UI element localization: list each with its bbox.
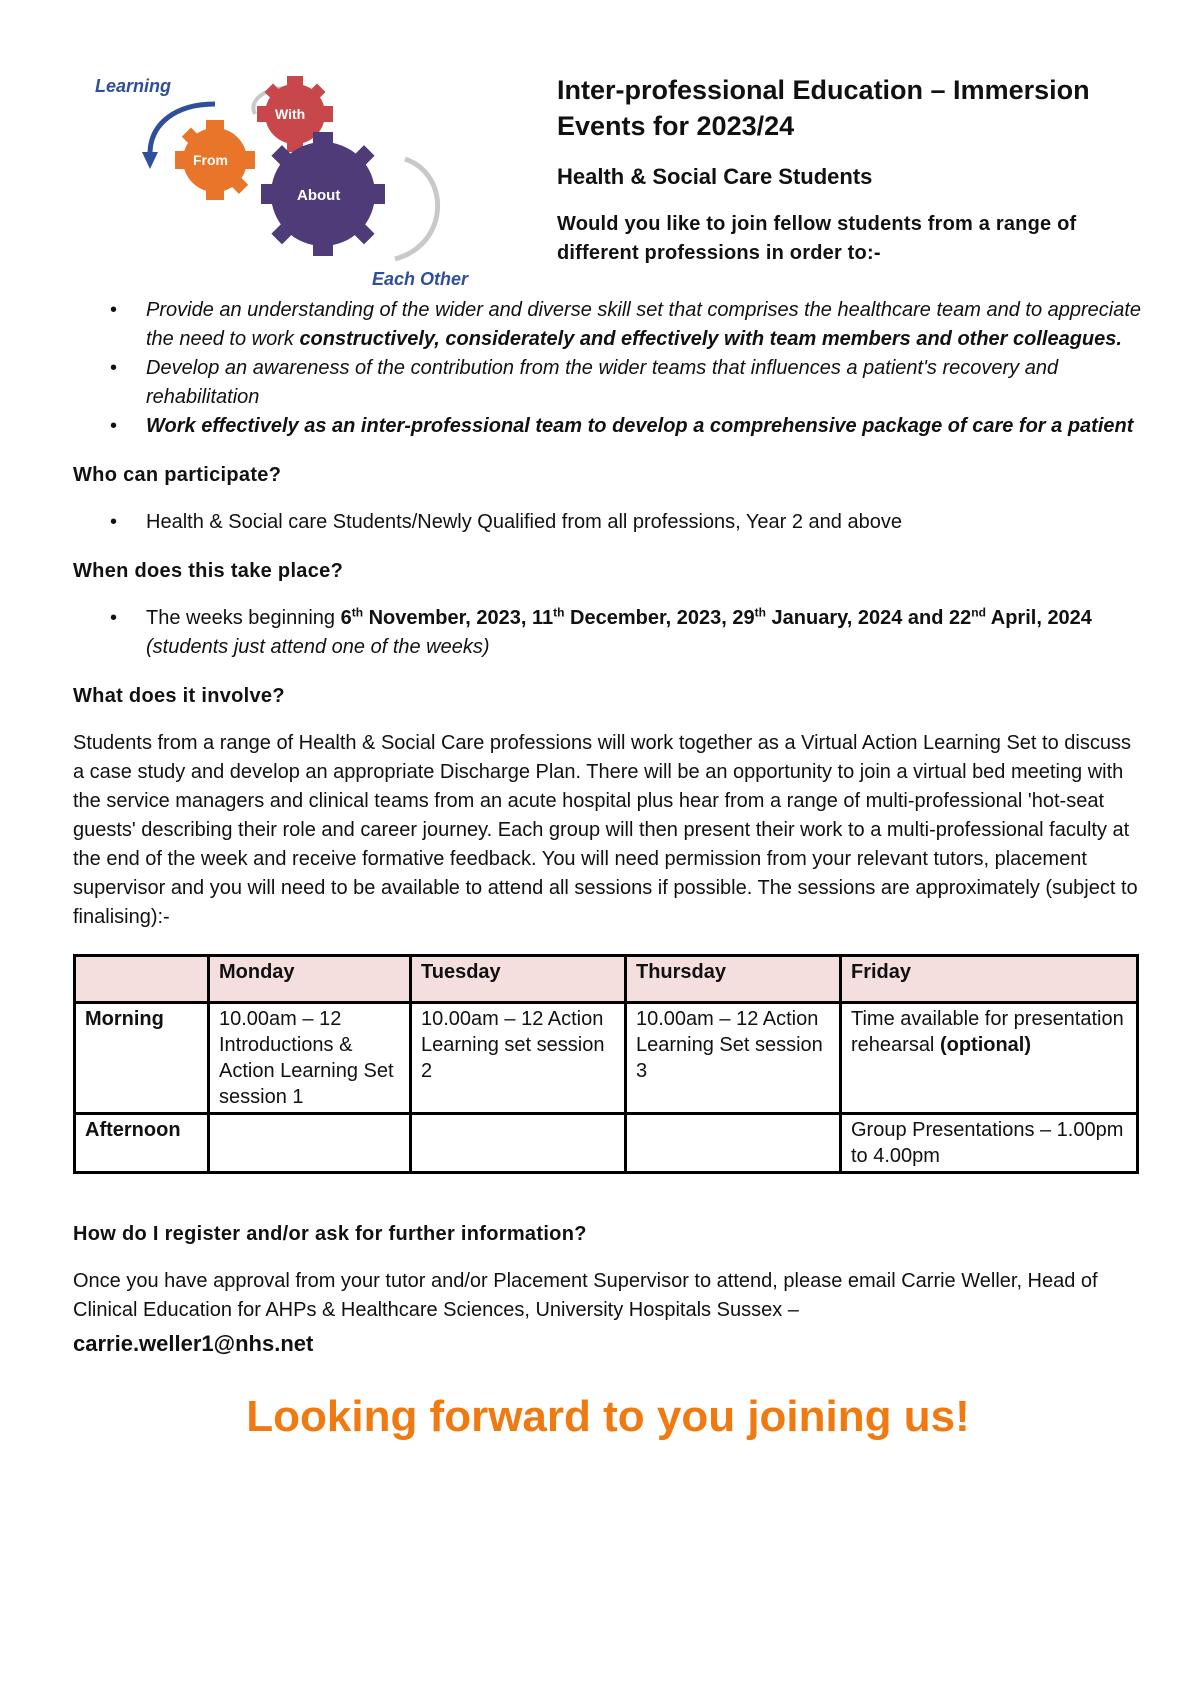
header-cell-tuesday: Tuesday: [411, 956, 626, 1003]
bullet-icon: •: [110, 607, 118, 629]
objectives-list: [73, 296, 1143, 441]
involve-heading: What does it involve?: [73, 685, 285, 707]
bullet-icon: •: [110, 415, 118, 437]
list-item: [73, 354, 1143, 412]
cell-tuesday-afternoon: [411, 1114, 626, 1173]
document-body: [73, 296, 1143, 1441]
cell-friday-morning: [841, 1003, 1138, 1114]
row-label-morning: Morning: [75, 1003, 209, 1114]
friday-morning-text: Time available for presentation rehearsal: [851, 1008, 1124, 1056]
document-subtitle: Health & Social Care Students: [557, 164, 873, 189]
cell-thursday-afternoon: [626, 1114, 841, 1173]
header: [557, 72, 1147, 268]
objective-1-text: Provide an understanding of the wider and diverse skill set that comprises the healthcare team and to appreciate the need to work: [146, 299, 1142, 350]
when-note: (students just attend one of the weeks): [146, 636, 490, 658]
cell-monday-afternoon: [209, 1114, 411, 1173]
register-text: Once you have approval from your tutor and/or Placement Supervisor to attend, please email Carrie Weller, Head of Clinical Education for AHPs & Healthcare Sciences, University Hospitals Sussex –: [73, 1270, 1098, 1321]
header-cell-empty: [75, 956, 209, 1003]
row-label-afternoon: Afternoon: [75, 1114, 209, 1173]
schedule-table: [73, 954, 1139, 1174]
involve-paragraph: Students from a range of Health & Social Care professions will work together as a Virtual Action Learning Set to discuss a case study and develop an appropriate Discharge Plan. There will be an opportunity to join a virtual bed meeting with the service managers and clinical teams from an acute hospital plus hear from a range of multi-professional 'hot-seat guests' describing their role and career journey. Each group will then present their work to a multi-professional faculty at the end of the week and receive formative feedback. You will need permission from your relevant tutors, placement supervisor and you will need to be available to attend all sessions if possible. The sessions are approximately (subject to finalising):-: [73, 732, 1138, 928]
learning-together-logo: [95, 74, 515, 289]
when-date-1-sup: th: [351, 605, 364, 620]
who-heading: Who can participate?: [73, 464, 282, 486]
when-date-1: 6: [340, 607, 352, 629]
objective-3-text: Work effectively as an inter-professional team to develop a comprehensive package of care for a patient: [146, 415, 1134, 437]
table-header-row: [75, 956, 1138, 1003]
objective-1-bold: constructively, considerately and effectively with team members and other colleagues.: [299, 328, 1122, 350]
when-prefix: The weeks beginning: [146, 607, 341, 629]
list-item: [73, 412, 1143, 441]
learning-label: Learning: [95, 76, 172, 96]
register-heading: How do I register and/or ask for further information?: [73, 1223, 587, 1245]
gears-graphic: [95, 74, 515, 289]
bullet-icon: •: [110, 299, 118, 321]
table-row: [75, 1003, 1138, 1114]
contact-email-link[interactable]: carrie.weller1@nhs.net: [73, 1331, 314, 1356]
when-date-3-sup: th: [754, 605, 766, 620]
when-heading: When does this take place?: [73, 560, 344, 582]
arrow-head-icon: [142, 152, 158, 169]
bullet-icon: •: [110, 511, 118, 533]
document-title: Inter-professional Education – Immersion Events for 2023/24: [557, 75, 1090, 141]
list-item: [73, 604, 1143, 662]
list-item: [73, 296, 1143, 354]
cell-friday-afternoon: Group Presentations – 1.00pm to 4.00pm: [841, 1114, 1138, 1173]
when-date-3: December, 2023, 29: [564, 607, 755, 629]
when-date-2: November, 2023, 11: [363, 607, 554, 629]
when-date-2-sup: th: [553, 605, 565, 620]
friday-morning-optional: (optional): [939, 1034, 1032, 1056]
when-date-5: April, 2024: [985, 607, 1092, 629]
cell-monday-morning: 10.00am – 12 Introductions & Action Learning Set session 1: [209, 1003, 411, 1114]
cell-thursday-morning: 10.00am – 12 Action Learning Set session 3: [626, 1003, 841, 1114]
from-label: From: [193, 152, 228, 168]
objective-2-text: Develop an awareness of the contribution from the wider teams that influences a patient's recovery and rehabilitation: [146, 357, 1059, 408]
closing-message: Looking forward to you joining us!: [246, 1392, 970, 1441]
intro-question: Would you like to join fellow students from a range of different professions in order to:-: [557, 213, 1077, 264]
table-row: [75, 1114, 1138, 1173]
header-cell-thursday: Thursday: [626, 956, 841, 1003]
when-date-4: January, 2024 and 22: [765, 607, 972, 629]
when-list: [73, 604, 1143, 662]
list-item: [73, 508, 1143, 537]
who-item: Health & Social care Students/Newly Qualified from all professions, Year 2 and above: [146, 511, 902, 533]
right-arc: [395, 159, 438, 259]
when-date-4-sup: nd: [971, 605, 986, 620]
header-cell-monday: Monday: [209, 956, 411, 1003]
who-list: [73, 508, 1143, 537]
header-cell-friday: Friday: [841, 956, 1138, 1003]
bullet-icon: •: [110, 357, 118, 379]
about-label: About: [297, 187, 341, 204]
cell-tuesday-morning: 10.00am – 12 Action Learning set session 2: [411, 1003, 626, 1114]
each-other-label: Each Other: [372, 269, 469, 289]
with-label: With: [275, 106, 306, 122]
